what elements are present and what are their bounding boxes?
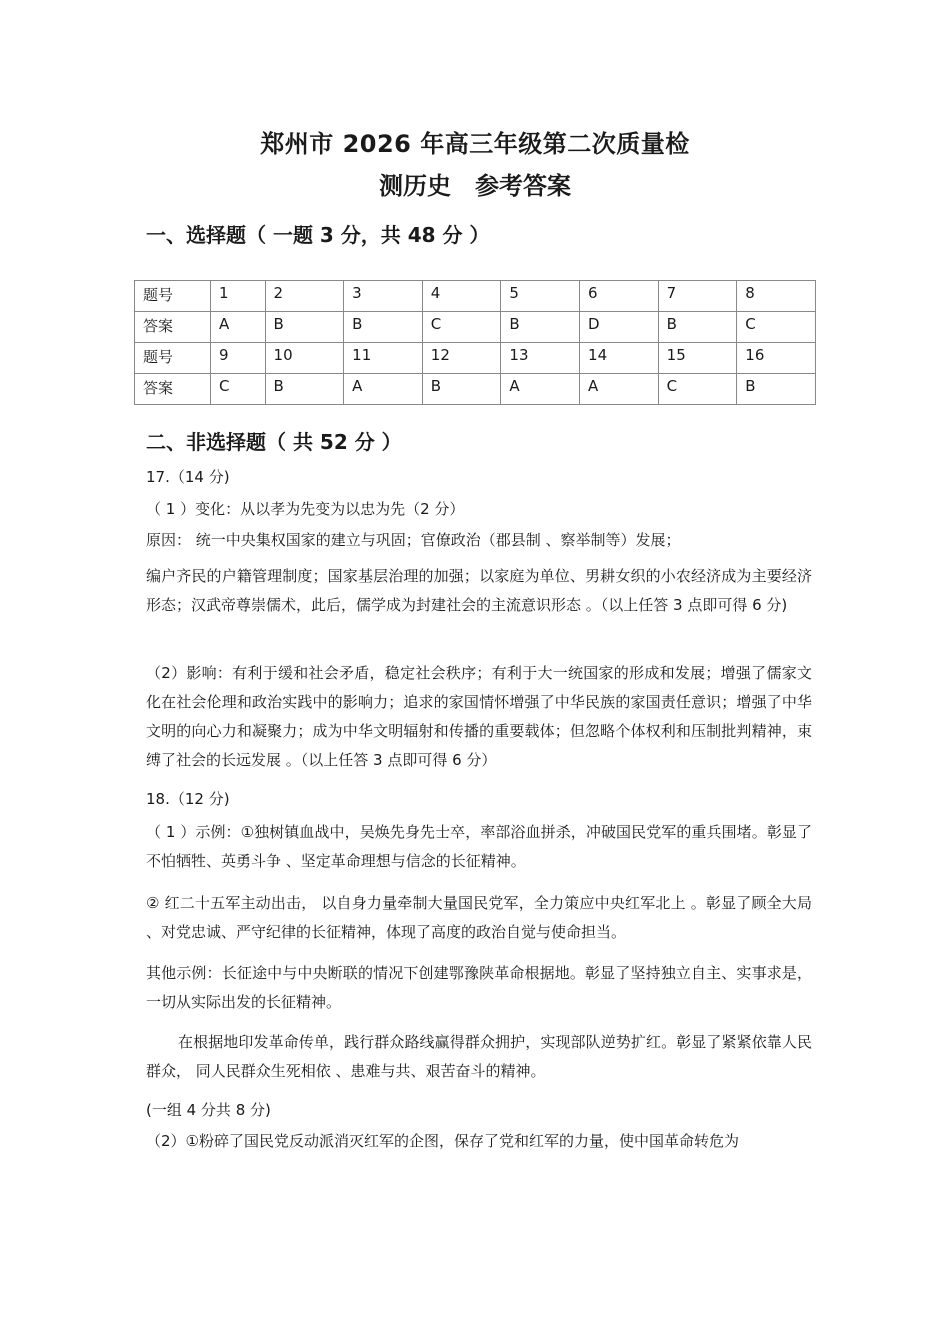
- table-cell: 16: [737, 343, 816, 374]
- table-cell: C: [737, 312, 816, 343]
- table-cell: B: [737, 374, 816, 405]
- q18-part1: （ 1 ）示例：①独树镇血战中，吴焕先身先士卒，率部浴血拼杀，冲破国民党军的重兵围堵。彰显了不怕牺牲、英勇斗争 、坚定革命理想与信念的长征精神。: [146, 823, 812, 870]
- table-cell: 13: [501, 343, 580, 374]
- q18-other-examples: 其他示例：长征途中与中央断联的情况下创建鄂豫陕革命根据地。彰显了坚持独立自主、实事求是，一切从实际出发的长征精神。: [146, 964, 812, 1011]
- table-cell: B: [658, 312, 737, 343]
- page-title: 郑州市 2026 年高三年级第二次质量检: [260, 130, 690, 158]
- row-label: 答案: [135, 312, 211, 343]
- table-cell: 9: [211, 343, 266, 374]
- q18-base-example: 在根据地印发革命传单，践行群众路线赢得群众拥护，实现部队逆势扩红。彰显了紧紧依靠人民群众， 同人民群众生死相依 、患难与共、艰苦奋斗的精神。: [146, 1033, 812, 1080]
- answer-table: [134, 280, 816, 405]
- q18-score-note: (一组 4 分共 8 分): [146, 1101, 271, 1119]
- table-cell: B: [344, 312, 423, 343]
- q17-part1: （ 1 ）变化：从以孝为先变为以忠为先（2 分）: [146, 500, 465, 518]
- page-subtitle: 测历史 参考答案: [379, 172, 571, 200]
- table-cell: D: [580, 312, 659, 343]
- table-cell: B: [501, 312, 580, 343]
- table-row: [135, 374, 816, 405]
- row-label: 答案: [135, 374, 211, 405]
- q17-reason-more: 编户齐民的户籍管理制度；国家基层治理的加强；以家庭为单位、男耕女织的小农经济成为主要经济形态；汉武帝尊崇儒术，此后，儒学成为封建社会的主流意识形态 。（以上任答 3 点即可得 6 分): [146, 567, 812, 614]
- table-cell: 10: [265, 343, 344, 374]
- table-row: [135, 312, 816, 343]
- table-cell: B: [265, 374, 344, 405]
- table-cell: B: [422, 374, 501, 405]
- q17-part2: （2）影响：有利于缓和社会矛盾，稳定社会秩序；有利于大一统国家的形成和发展；增强了儒家文化在社会伦理和政治实践中的影响力；追求的家国情怀增强了中华民族的家国责任意识；增强了中华文明的向心力和凝聚力；成为中华文明辐射和传播的重要载体；但忽略个体权利和压制批判精神，束缚了社会的长远发展 。（以上任答 3 点即可得 6 分）: [146, 664, 812, 769]
- table-cell: A: [344, 374, 423, 405]
- section1-heading: 一、选择题（ 一题 3 分，共 48 分 ）: [146, 223, 490, 247]
- row-label: 题号: [135, 281, 211, 312]
- table-row: [135, 343, 816, 374]
- table-cell: C: [658, 374, 737, 405]
- table-cell: 1: [211, 281, 266, 312]
- table-cell: 6: [580, 281, 659, 312]
- table-cell: 5: [501, 281, 580, 312]
- table-cell: C: [211, 374, 266, 405]
- section2-heading: 二、非选择题（ 共 52 分 ）: [146, 430, 402, 454]
- table-cell: 2: [265, 281, 344, 312]
- q18-part2: （2）①粉碎了国民党反动派消灭红军的企图，保存了党和红军的力量，使中国革命转危为: [146, 1132, 739, 1150]
- table-cell: 15: [658, 343, 737, 374]
- table-cell: 14: [580, 343, 659, 374]
- table-cell: C: [422, 312, 501, 343]
- row-label: 题号: [135, 343, 211, 374]
- table-cell: 3: [344, 281, 423, 312]
- table-cell: 4: [422, 281, 501, 312]
- table-cell: A: [580, 374, 659, 405]
- q18-item2: ② 红二十五军主动出击， 以自身力量牵制大量国民党军，全力策应中央红军北上 。彰显了顾全大局 、对党忠诚、严守纪律的长征精神，体现了高度的政治自觉与使命担当。: [146, 894, 812, 941]
- table-cell: 7: [658, 281, 737, 312]
- table-cell: 8: [737, 281, 816, 312]
- table-row: [135, 281, 816, 312]
- question-17-title: 17.（14 分): [146, 468, 230, 486]
- table-cell: A: [501, 374, 580, 405]
- table-cell: 11: [344, 343, 423, 374]
- table-cell: A: [211, 312, 266, 343]
- table-cell: B: [265, 312, 344, 343]
- question-18-title: 18.（12 分): [146, 790, 230, 808]
- table-cell: 12: [422, 343, 501, 374]
- q17-reason: 原因： 统一中央集权国家的建立与巩固；官僚政治（郡县制 、察举制等）发展；: [146, 531, 681, 549]
